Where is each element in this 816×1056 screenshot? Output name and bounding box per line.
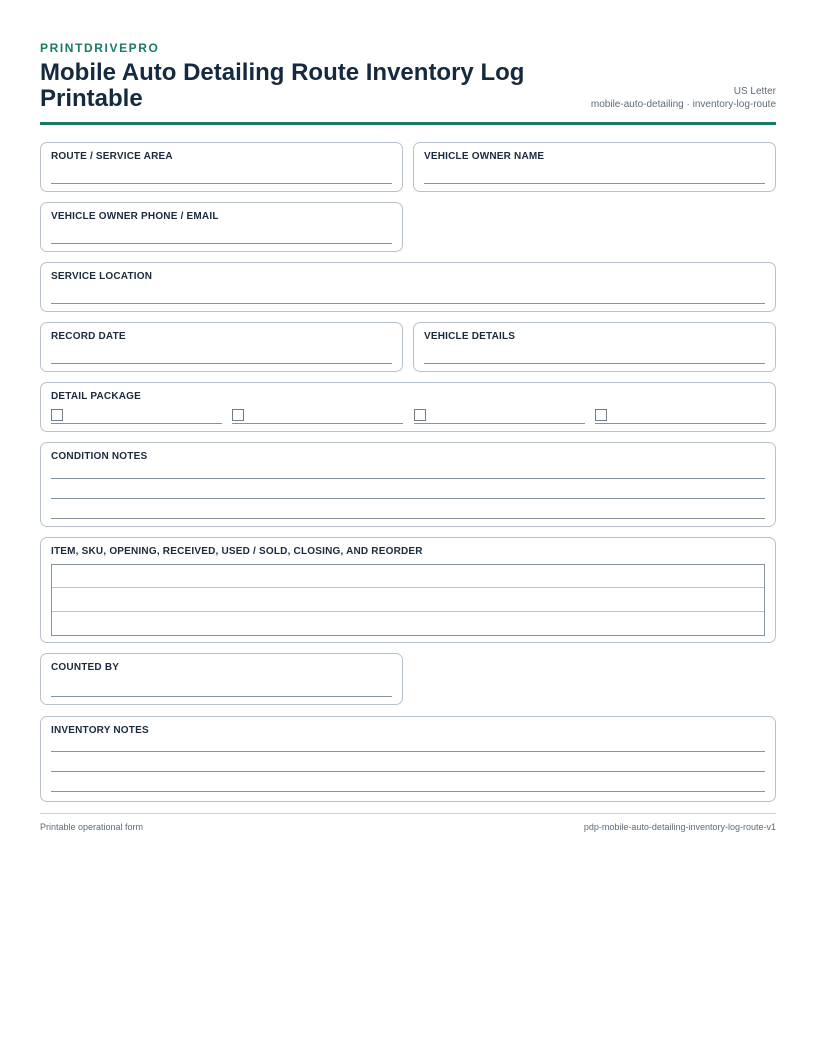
condition-notes-label: CONDITION NOTES (51, 451, 148, 462)
detail-package-option-4[interactable] (595, 408, 766, 424)
vehicle-owner-contact-label: VEHICLE OWNER PHONE / EMAIL (51, 211, 219, 222)
counted-by-line[interactable] (51, 696, 392, 697)
detail-package-option-1-line (51, 423, 222, 424)
paper-size: US Letter (733, 86, 776, 97)
checkbox-icon[interactable] (51, 409, 63, 421)
inventory-notes-line[interactable] (51, 791, 765, 792)
service-location-line[interactable] (51, 303, 765, 304)
table-row[interactable] (52, 565, 764, 588)
vehicle-owner-contact-field[interactable] (40, 202, 403, 252)
checkbox-icon[interactable] (414, 409, 426, 421)
service-location-field[interactable] (40, 262, 776, 312)
inventory-table-label: ITEM, SKU, OPENING, RECEIVED, USED / SOLD, CLOSING, AND REORDER (51, 546, 423, 557)
detail-package-option-1[interactable] (51, 408, 222, 424)
vehicle-owner-name-field[interactable] (413, 142, 776, 192)
detail-package-field (40, 382, 776, 432)
table-row[interactable] (52, 612, 764, 635)
document-path: mobile-auto-detailing · inventory-log-route (590, 99, 776, 110)
footer-form-id: pdp-mobile-auto-detailing-inventory-log-route-v1 (583, 822, 776, 832)
service-location-label: SERVICE LOCATION (51, 271, 153, 282)
inventory-notes-field[interactable] (40, 716, 776, 802)
counted-by-label: COUNTED BY (51, 662, 120, 673)
detail-package-option-4-line (595, 423, 766, 424)
inventory-notes-line[interactable] (51, 771, 765, 772)
vehicle-owner-contact-line[interactable] (51, 243, 392, 244)
inventory-table (51, 564, 765, 636)
record-date-field[interactable] (40, 322, 403, 372)
route-service-area-label: ROUTE / SERVICE AREA (51, 151, 173, 162)
vehicle-details-field[interactable] (413, 322, 776, 372)
condition-notes-field[interactable] (40, 442, 776, 527)
detail-package-option-3[interactable] (414, 408, 585, 424)
inventory-notes-line[interactable] (51, 751, 765, 752)
checkbox-icon[interactable] (232, 409, 244, 421)
page-title: Mobile Auto Detailing Route Inventory Log Printable (40, 59, 525, 112)
record-date-label: RECORD DATE (51, 331, 126, 342)
condition-notes-line[interactable] (51, 518, 765, 519)
checkbox-icon[interactable] (595, 409, 607, 421)
counted-by-field[interactable] (40, 653, 403, 705)
table-row[interactable] (52, 588, 764, 611)
inventory-table-section (40, 537, 776, 643)
header-rule (40, 122, 776, 125)
inventory-notes-label: INVENTORY NOTES (51, 725, 149, 736)
route-service-area-line[interactable] (51, 183, 392, 184)
footer-left-text: Printable operational form (40, 822, 144, 832)
document-meta (591, 85, 776, 111)
detail-package-label: DETAIL PACKAGE (51, 391, 142, 402)
condition-notes-line[interactable] (51, 498, 765, 499)
vehicle-owner-name-line[interactable] (424, 183, 765, 184)
route-service-area-field[interactable] (40, 142, 403, 192)
detail-package-option-2[interactable] (232, 408, 403, 424)
brand-name: PRINTDRIVEPRO (40, 41, 160, 55)
vehicle-details-line[interactable] (424, 363, 765, 364)
detail-package-option-3-line (414, 423, 585, 424)
footer-rule (40, 813, 776, 814)
detail-package-option-2-line (232, 423, 403, 424)
vehicle-details-label: VEHICLE DETAILS (424, 331, 516, 342)
condition-notes-line[interactable] (51, 478, 765, 479)
vehicle-owner-name-label: VEHICLE OWNER NAME (424, 151, 545, 162)
record-date-line[interactable] (51, 363, 392, 364)
